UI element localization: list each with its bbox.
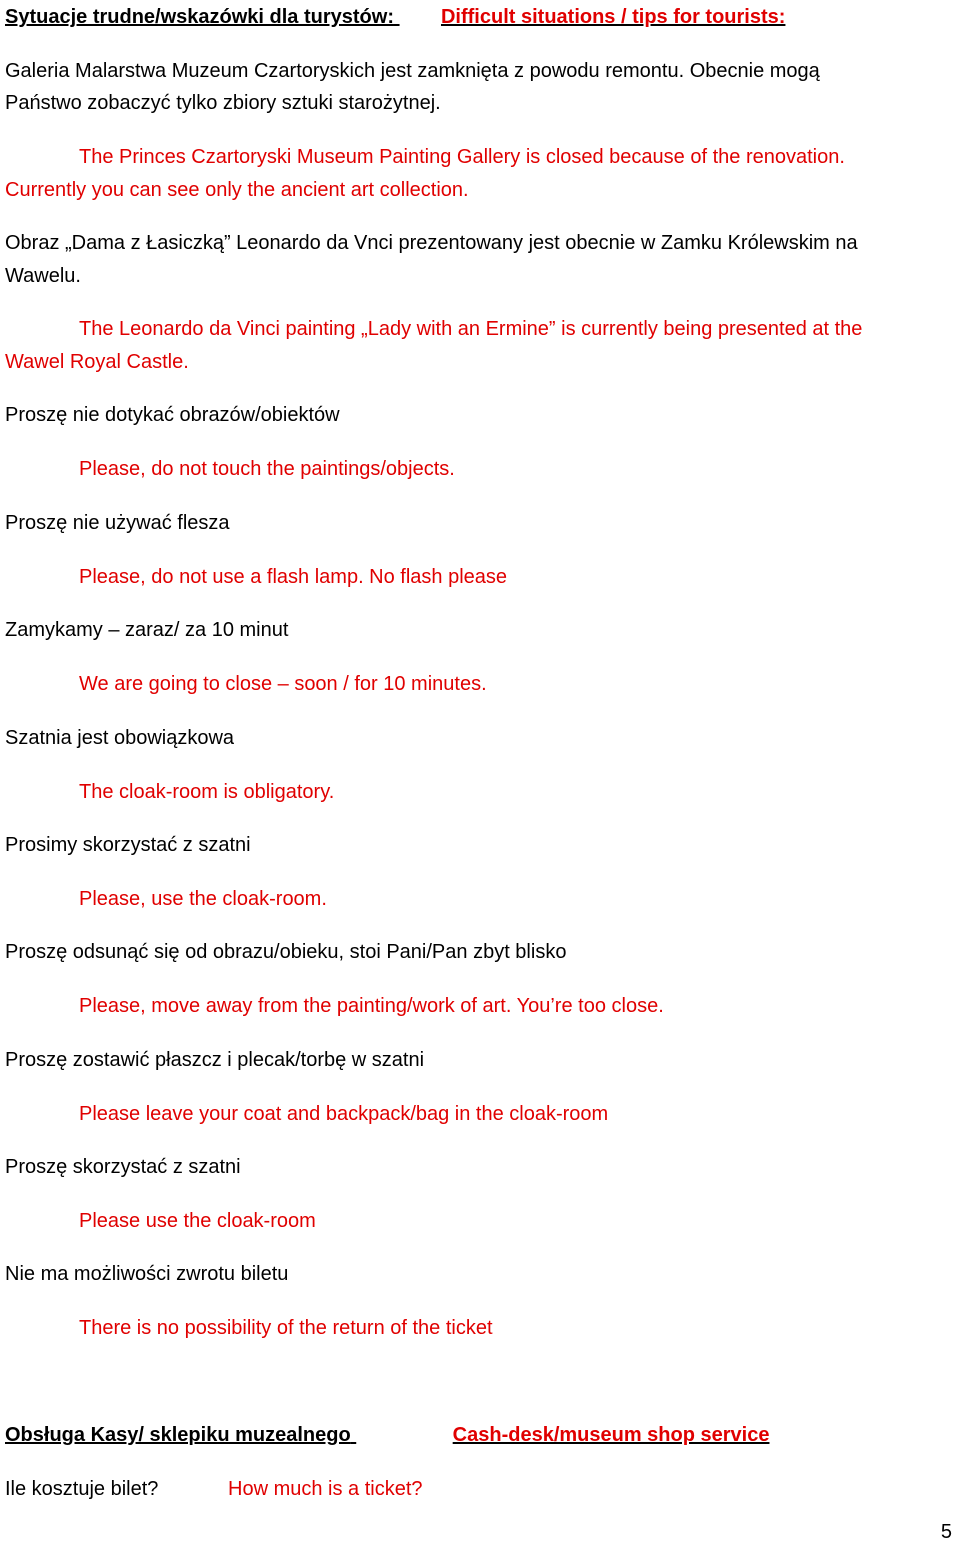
item-9-en: Please leave your coat and backpack/bag in the cloak-room: [79, 1103, 609, 1125]
header-pl: Sytuacje trudne/wskazówki dla turystów:: [5, 6, 394, 28]
item-1-en-line2: Currently you can see only the ancient art collection.: [5, 179, 469, 201]
header-en: Difficult situations / tips for tourists:: [440, 6, 786, 28]
item-11-pl: Nie ma możliwości zwrotu biletu: [5, 1263, 289, 1285]
ticket-question-en: How much is a ticket?: [228, 1478, 423, 1500]
item-1-pl-line1: Galeria Malarstwa Muzeum Czartoryskich jest zamknięta z powodu remontu. Obecnie mogą: [5, 60, 820, 82]
item-2-pl-line2: Wawelu.: [5, 265, 81, 287]
item-6-en: The cloak-room is obligatory.: [79, 781, 335, 803]
item-8-pl: Proszę odsunąć się od obrazu/obieku, stoi Pani/Pan zbyt blisko: [5, 941, 567, 963]
item-6-pl: Szatnia jest obowiązkowa: [5, 727, 235, 749]
item-4-en: Please, do not use a flash lamp. No flash please: [79, 566, 508, 588]
item-5-pl: Zamykamy – zaraz/ za 10 minut: [5, 619, 289, 641]
item-10-pl: Proszę skorzystać z szatni: [5, 1156, 241, 1178]
item-4-pl: Proszę nie używać flesza: [5, 512, 230, 534]
item-9-pl: Proszę zostawić płaszcz i plecak/torbę w szatni: [5, 1049, 425, 1071]
item-11-en: There is no possibility of the return of the ticket: [79, 1317, 493, 1339]
item-5-en: We are going to close – soon / for 10 minutes.: [79, 673, 487, 695]
item-2-pl-line1: Obraz „Dama z Łasiczką” Leonardo da Vnci prezentowany jest obecnie w Zamku Królewskim na: [5, 232, 858, 254]
item-1-pl-line2: Państwo zobaczyć tylko zbiory sztuki starożytnej.: [5, 92, 441, 114]
item-2-en-line2: Wawel Royal Castle.: [5, 351, 189, 373]
ticket-question-pl: Ile kosztuje bilet?: [5, 1478, 159, 1500]
item-7-pl: Prosimy skorzystać z szatni: [5, 834, 251, 856]
header-pl: Obsługa Kasy/ sklepiku muzealnego: [5, 1424, 351, 1446]
item-3-pl: Proszę nie dotykać obrazów/obiektów: [5, 404, 340, 426]
section-header-difficult-situations: [5, 4, 785, 30]
section-header-cash-desk: [5, 1422, 769, 1448]
item-3-en: Please, do not touch the paintings/objects.: [79, 458, 455, 480]
item-10-en: Please use the cloak-room: [79, 1210, 316, 1232]
item-1-en-line1: The Princes Czartoryski Museum Painting Gallery is closed because of the renovation.: [79, 146, 845, 168]
header-en: Cash-desk/museum shop service: [452, 1424, 770, 1446]
item-2-en-line1: The Leonardo da Vinci painting „Lady with an Ermine” is currently being presented at the: [79, 318, 863, 340]
item-7-en: Please, use the cloak-room.: [79, 888, 327, 910]
item-8-en: Please, move away from the painting/work of art. You’re too close.: [79, 995, 664, 1017]
page-number: 5: [940, 1521, 952, 1543]
